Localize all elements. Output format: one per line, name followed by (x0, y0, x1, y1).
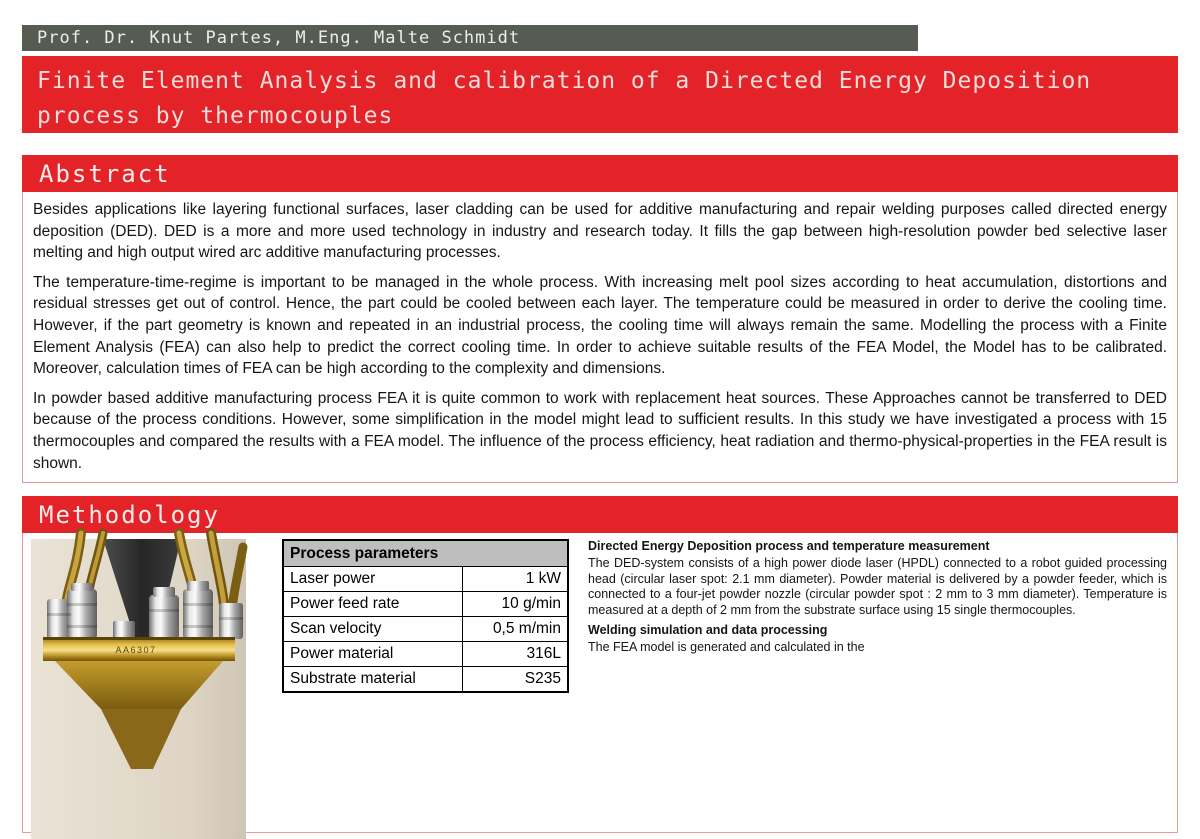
process-parameters (282, 539, 569, 693)
param-value: 1 kW (463, 567, 568, 592)
table-header-row (283, 540, 568, 567)
param-value: 0,5 m/min (463, 617, 568, 642)
param-label: Substrate material (283, 667, 463, 693)
methodology-section (22, 496, 1178, 833)
abstract-section (22, 155, 1178, 483)
methodology-text-column (588, 539, 1169, 660)
param-label: Power feed rate (283, 592, 463, 617)
table-row (283, 667, 568, 693)
abstract-heading-text: Abstract (39, 159, 171, 188)
param-value: S235 (463, 667, 568, 693)
process-parameters-table (282, 539, 569, 693)
methodology-body (22, 533, 1178, 833)
table-title: Process parameters (283, 540, 568, 567)
title-line-1: Finite Element Analysis and calibration of a Directed Energy Deposition (37, 68, 1092, 94)
param-label: Laser power (283, 567, 463, 592)
table-row (283, 642, 568, 667)
nozzle-serial-label: AA6307 (115, 645, 157, 655)
param-value: 10 g/min (463, 592, 568, 617)
param-label: Scan velocity (283, 617, 463, 642)
abstract-heading (22, 155, 1178, 192)
abstract-paragraph: The temperature-time-regime is important to be managed in the whole process. With increasing melt pool sizes according to heat accumulation, distortions and residual stresses get out of control. Hence, the part could be cooled between each layer. The temperature could be measured in order to derive the cooling time. However, if the part geometry is known and repeated in an industrial process, the cooling time will always remain the same. Modelling the process with a Finite Element Analysis (FEA) can also help to predict the correct cooling time. In order to achieve suitable results of the FEA Model, the Model has to be calibrated. Moreover, calculation times of FEA can be high according to the complexity and dimensions. (33, 273, 1167, 378)
table-row (283, 567, 568, 592)
powder-nozzle-photo (31, 539, 246, 839)
methodology-heading (22, 496, 1178, 533)
author-bar (22, 25, 918, 51)
ded-process-paragraph: The DED-system consists of a high power diode laser (HPDL) connected to a robot guided processing head (circular laser spot: 2.1 mm diameter). Powder material is delivered by a powder feeder, which is connected to a four-jet powder nozzle (circular powder spot : 2 mm to 3 mm diameter). Temperature is measured at a depth of 2 mm from the substrate surface using 15 single thermocouples. (588, 555, 1167, 618)
title-line-2: process by thermocouples (37, 103, 394, 129)
poster-title (22, 56, 1178, 133)
methodology-heading-text: Methodology (39, 500, 220, 529)
authors-text: Prof. Dr. Knut Partes, M.Eng. Malte Schmidt (37, 28, 521, 48)
ded-process-heading: Directed Energy Deposition process and temperature measurement (588, 539, 990, 553)
abstract-body (22, 192, 1178, 483)
powder-nozzle-illustration (31, 539, 246, 839)
param-label: Power material (283, 642, 463, 667)
table-row (283, 617, 568, 642)
welding-simulation-heading: Welding simulation and data processing (588, 622, 828, 637)
abstract-paragraph: Besides applications like layering functional surfaces, laser cladding can be used for additive manufacturing and repair welding purposes called directed energy deposition (DED). DED is a more and more used technology in industry and research today. It fills the gap between high-resolution powder bed selective laser melting and high output wired arc additive manufacturing processes. (33, 201, 1167, 262)
welding-simulation-paragraph: The FEA model is generated and calculated in the (588, 639, 865, 654)
param-value: 316L (463, 642, 568, 667)
table-row (283, 592, 568, 617)
abstract-paragraph: In powder based additive manufacturing process FEA it is quite common to work with replacement heat sources. These Approaches cannot be transferred to DED because of the process conditions. However, some simplification in the model might lead to sufficient results. In this study we have investigated a process with 15 thermocouples and compared the results with a FEA model. The influence of the process efficiency, heat radiation and thermo-physical-properties in the FEA result is shown. (33, 389, 1167, 472)
